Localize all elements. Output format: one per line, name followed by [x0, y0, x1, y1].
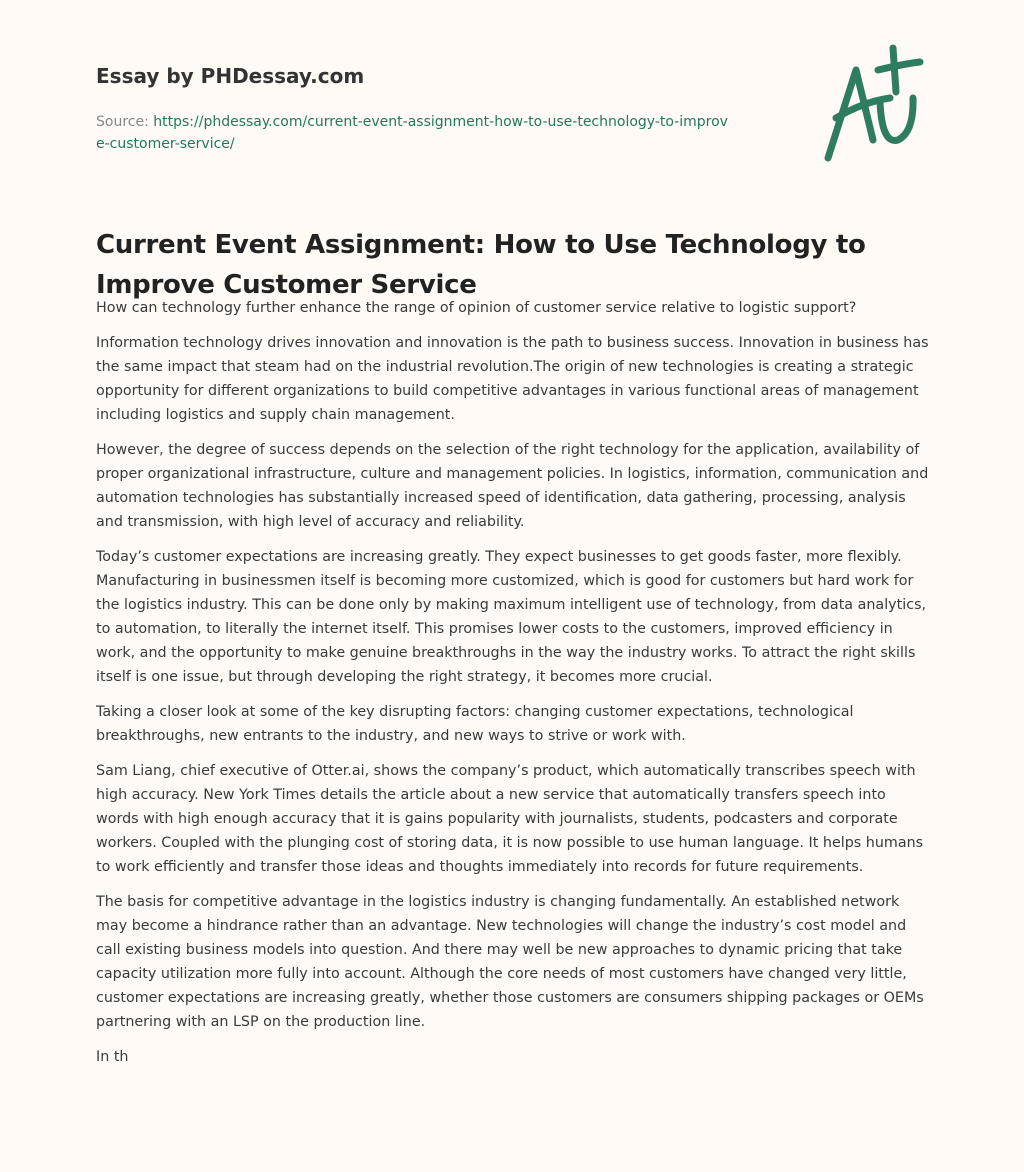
article-title: Current Event Assignment: How to Use Technology to Improve Customer Service [96, 230, 866, 300]
source-line [96, 111, 736, 155]
article-body [96, 296, 932, 1080]
source-label: Source: [96, 114, 149, 130]
a-plus-logo-icon [818, 40, 928, 165]
paragraph: Today’s customer expectations are increasing greatly. They expect businesses to get goods faster, more flexibly. Manufacturing in businessmen itself is becoming more customized, which is good for customers but hard work for the logistics industry. This can be done only by making maximum intelligent use of technology, from data analytics, to automation, to literally the internet itself. This promises lower costs to the customers, improved efficiency in work, and the opportunity to make genuine breakthroughs in the way the industry works. To attract the right skills itself is one issue, but through developing the right strategy, it becomes more crucial. [96, 549, 927, 685]
paragraph: Information technology drives innovation and innovation is the path to business success. Innovation in business has the same impact that steam had on the industrial revolution.The origin of new technologies is creating a strategic opportunity for different organizations to build competitive advantages in various functional areas of management including logistics and supply chain management. [96, 335, 929, 423]
paragraph: The basis for competitive advantage in the logistics industry is changing fundamentally. An established network may become a hindrance rather than an advantage. New technologies will change the industry’s cost model and call existing business models into question. And there may well be new approaches to dynamic pricing that take capacity utilization more fully into account. Although the core needs of most customers have changed very little, customer expectations are increasing greatly, whether those customers are consumers shipping packages or OEMs partnering with an LSP on the production line. [96, 894, 924, 1030]
site-title: Essay by PHDessay.com [96, 64, 365, 88]
paragraph: How can technology further enhance the range of opinion of customer service relative to logistic support? [96, 300, 857, 316]
paragraph-truncated: In th [96, 1049, 129, 1065]
paragraph: Sam Liang, chief executive of Otter.ai, shows the company’s product, which automatically transcribes speech with high accuracy. New York Times details the article about a new service that automatically transfers speech into words with high enough accuracy that it is gains popularity with journalists, students, podcasters and corporate workers. Coupled with the plunging cost of storing data, it is now possible to use human language. It helps humans to work efficiently and transfer those ideas and thoughts immediately into records for future requirements. [96, 763, 924, 875]
paragraph: Taking a closer look at some of the key disrupting factors: changing customer expectations, technological breakthroughs, new entrants to the industry, and new ways to strive or work with. [96, 704, 854, 744]
source-link[interactable]: https://phdessay.com/current-event-assignment-how-to-use-technology-to-improve-customer-service/ [96, 114, 728, 152]
paragraph: However, the degree of success depends on the selection of the right technology for the application, availability of proper organizational infrastructure, culture and management policies. In logistics, information, communication and automation technologies has substantially increased speed of identification, data gathering, processing, analysis and transmission, with high level of accuracy and reliability. [96, 442, 929, 530]
